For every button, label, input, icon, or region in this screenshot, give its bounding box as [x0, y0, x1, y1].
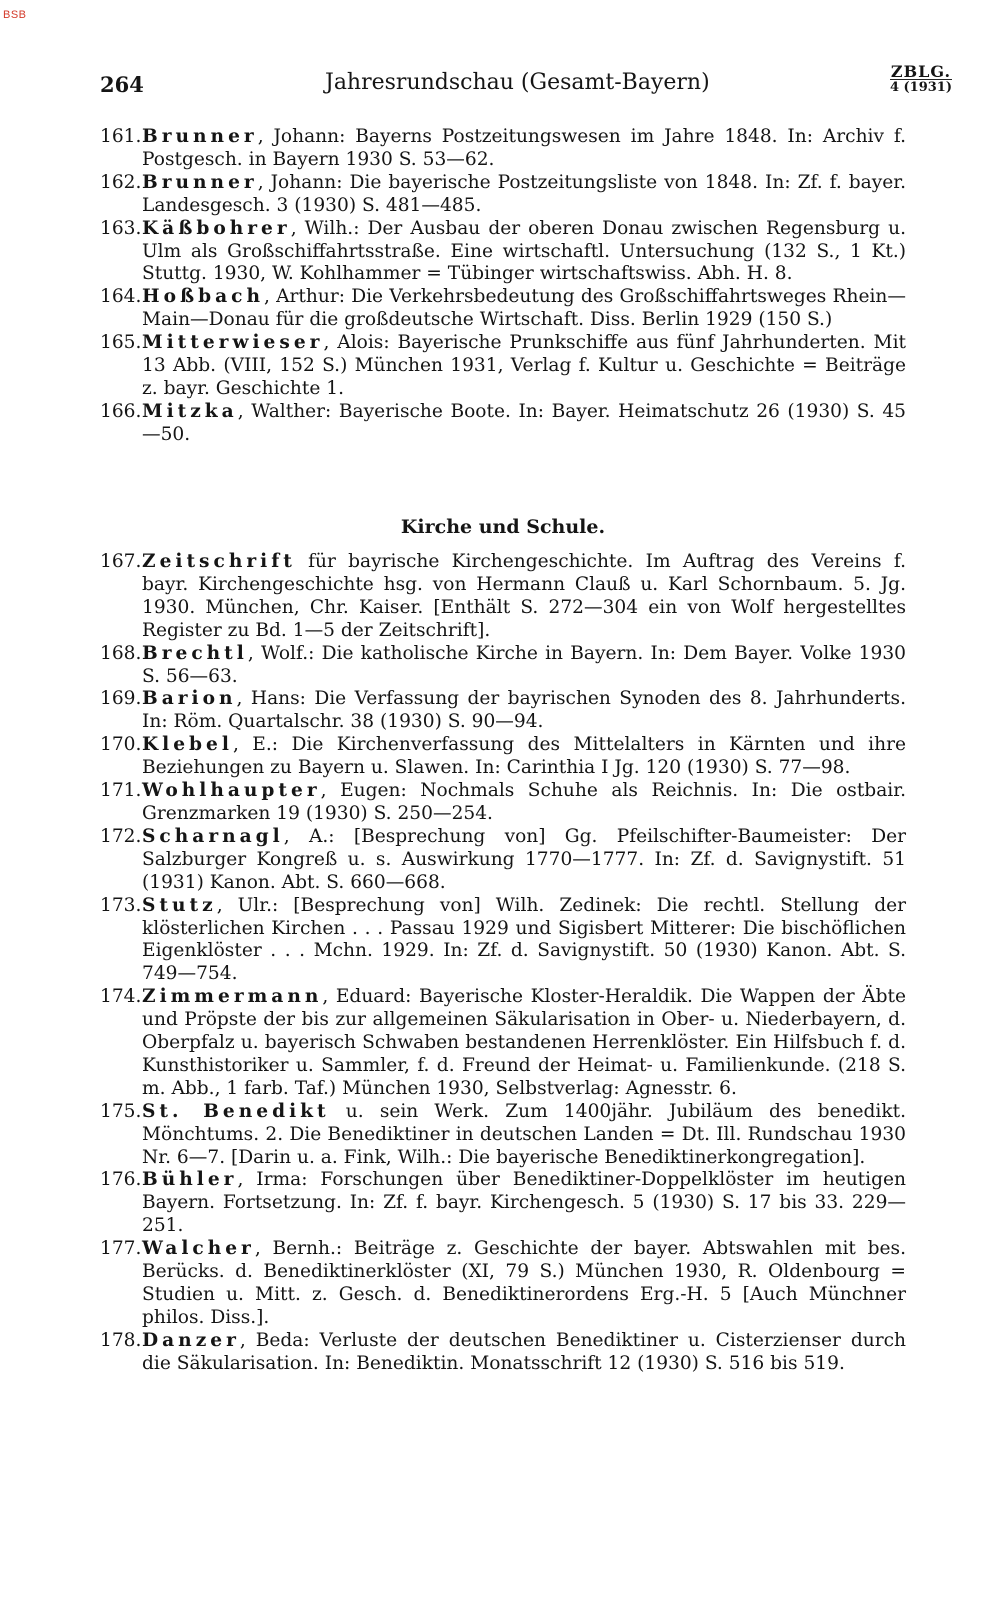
- entry-citation: , Eduard: Bayerische Kloster-Heraldik. Die Wappen der Äbte und Pröpste der bis zur allgemeinen Säkularisation in Ober- u. Niederbayern, d. Oberpfalz u. bayerisch Schwaben bestandenen Herrenklöster. Ein Hilfsbuch f. d. Kunsthistoriker u. Sammler, f. d. Freund der Heimat- u. Familienkunde. (218 S. m. Abb., 1 farb. Taf.) München 1930, Selbstverlag: Agnesstr. 6.: [142, 986, 906, 1099]
- bibliography-entry: [100, 1330, 906, 1376]
- section-heading: Kirche und Schule.: [400, 516, 606, 538]
- entry-citation: , Eugen: Nochmals Schuhe als Reichnis. In: Die ostbair. Grenzmarken 19 (1930) S. 250—254.: [142, 780, 906, 824]
- entry-author: Zeitschrift: [142, 551, 296, 572]
- bibliography-entry: [100, 1238, 906, 1330]
- entry-author: Zimmermann: [142, 986, 323, 1008]
- page-number: 264: [100, 72, 144, 97]
- entry-number: 169.: [100, 688, 142, 710]
- entry-citation: , Hans: Die Verfassung der bayrischen Synoden des 8. Jahrhunderts. In: Röm. Quartalschr. 38 (1930) S. 90—94.: [142, 688, 906, 733]
- bibliography-entry: [100, 826, 906, 895]
- bibliography-entry: [100, 218, 906, 287]
- entry-number: 175.: [100, 1100, 142, 1122]
- bibliography-entry: [100, 1101, 906, 1170]
- running-title: Jahresrundschau (Gesamt-Bayern): [325, 70, 710, 95]
- entry-number: 177.: [100, 1238, 142, 1260]
- entry-citation: , Johann: Bayerns Postzeitungswesen im Jahre 1848. In: Archiv f. Postgesch. in Bayern 1930 S. 53—62.: [142, 126, 906, 170]
- bibliography-entry: [100, 126, 906, 172]
- entry-citation: , E.: Die Kirchenverfassung des Mittelalters in Kärnten und ihre Beziehungen zu Bayern u. Slawen. In: Carinthia I Jg. 120 (1930) S. 77—98.: [142, 734, 906, 779]
- bibliography-section-church: [100, 551, 906, 1376]
- bibliography-entry: [100, 986, 906, 1101]
- entry-author: Wohlhaupter: [142, 780, 321, 802]
- entry-citation: , Bernh.: Beiträge z. Geschichte der bayer. Abtswahlen mit bes. Berücks. d. Benediktinerklöster (XI, 79 S.) München 1930, R. Oldenbourg = Studien u. Mitt. z. Gesch. d. Benediktinerordens Erg.-H. 5 [Auch Münchner philos. Diss.].: [142, 1238, 906, 1328]
- entry-citation: , Ulr.: [Besprechung von] Wilh. Zedinek: Die rechtl. Stellung der klösterlichen Kirchen . . . Passau 1929 und Sigisbert Mitterer: Die bischöflichen Eigenklöster . . . Mchn. 1929. In: Zf. d. Savignystift. 50 (1930) Kanon. Abt. S. 749—754.: [142, 894, 906, 985]
- entry-author: Klebel: [142, 734, 233, 756]
- entry-number: 170.: [100, 734, 142, 756]
- entry-number: 168.: [100, 642, 142, 664]
- entry-author: Käßbohrer: [142, 217, 291, 239]
- bibliography-entry: [100, 401, 906, 447]
- entry-number: 167.: [100, 551, 142, 572]
- entry-citation: u. sein Werk. Zum 1400jähr. Jubiläum des benedikt. Mönchtums. 2. Die Benediktiner in deutschen Landen = Dt. Ill. Rundschau 1930 Nr. 6—7. [Darin u. a. Fink, Wilh.: Die bayerische Benediktinerkongregation].: [142, 1100, 906, 1168]
- entry-author: Brunner: [142, 126, 258, 147]
- journal-reference: [890, 64, 952, 95]
- entry-author: Bühler: [142, 1169, 238, 1191]
- bibliography-entry: [100, 332, 906, 401]
- entry-number: 162.: [100, 171, 142, 193]
- journal-volume: 4 (1931): [889, 80, 952, 95]
- entry-author: Walcher: [142, 1238, 255, 1260]
- entry-number: 163.: [100, 217, 142, 239]
- entry-number: 173.: [100, 894, 142, 916]
- entry-citation: für bayrische Kirchengeschichte. Im Auftrag des Vereins f. bayr. Kirchengeschichte hsg. von Hermann Clauß u. Karl Schornbaum. 5. Jg. 1930. München, Chr. Kaiser. [Enthält S. 272—304 ein von Wolf hergestelltes Register zu Bd. 1—5 der Zeitschrift].: [142, 551, 906, 641]
- entry-number: 171.: [100, 780, 142, 802]
- bibliography-entry: [100, 1169, 906, 1238]
- entry-number: 161.: [100, 126, 142, 147]
- page-header: [100, 64, 952, 108]
- entry-author: Scharnagl: [142, 825, 284, 847]
- entry-citation: , Walther: Bayerische Boote. In: Bayer. Heimatschutz 26 (1930) S. 45—50.: [142, 400, 906, 445]
- entry-author: Stutz: [142, 894, 217, 916]
- entry-number: 166.: [100, 400, 142, 422]
- entry-citation: , Wolf.: Die katholische Kirche in Bayern. In: Dem Bayer. Volke 1930 S. 56—63.: [142, 642, 906, 687]
- entry-citation: , Arthur: Die Verkehrsbedeutung des Großschiffahrtsweges Rhein—Main—Donau für die großdeutsche Wirtschaft. Diss. Berlin 1929 (150 S.): [142, 286, 906, 331]
- entry-author: Barion: [142, 688, 237, 710]
- bibliography-entry: [100, 734, 906, 780]
- entry-citation: , Beda: Verluste der deutschen Benediktiner u. Cisterzienser durch die Säkularisation. In: Benediktin. Monatsschrift 12 (1930) S. 516 bis 519.: [142, 1329, 906, 1374]
- entry-number: 164.: [100, 286, 142, 308]
- entry-author: Danzer: [142, 1329, 240, 1351]
- entry-number: 165.: [100, 332, 142, 354]
- entry-citation: , A.: [Besprechung von] Gg. Pfeilschifter-Baumeister: Der Salzburger Kongreß u. s. Auswirkung 1770—1777. In: Zf. d. Savignystift. 51 (1931) Kanon. Abt. S. 660—668.: [142, 825, 906, 893]
- bibliography-entry: [100, 688, 906, 734]
- entry-author: St. Benedikt: [142, 1100, 330, 1122]
- entry-number: 178.: [100, 1329, 142, 1351]
- bibliography-entry: [100, 895, 906, 987]
- bibliography-entry: [100, 172, 906, 218]
- entry-author: Hoßbach: [142, 286, 264, 308]
- entry-author: Mitzka: [142, 400, 238, 422]
- bibliography-entry: [100, 551, 906, 643]
- entry-number: 176.: [100, 1169, 142, 1191]
- entry-citation: , Alois: Bayerische Prunkschiffe aus fünf Jahrhunderten. Mit 13 Abb. (VIII, 152 S.) München 1931, Verlag f. Kultur u. Geschichte = Beiträge z. bayr. Geschichte 1.: [142, 332, 906, 399]
- entry-citation: , Johann: Die bayerische Postzeitungsliste von 1848. In: Zf. f. bayer. Landesgesch. 3 (1930) S. 481—485.: [142, 171, 906, 216]
- entry-citation: , Wilh.: Der Ausbau der oberen Donau zwischen Regensburg u. Ulm als Großschiffahrtsstraße. Eine wirtschaftl. Untersuchung (132 S., 1 Kt.) Stuttg. 1930, W. Kohlhammer = Tübinger wirtschaftswiss. Abh. H. 8.: [142, 217, 906, 285]
- bibliography-section-transport: [100, 126, 906, 447]
- bibliography-entry: [100, 643, 906, 689]
- entry-number: 172.: [100, 825, 142, 847]
- entry-author: Mitterwieser: [142, 332, 324, 354]
- entry-author: Brechtl: [142, 642, 248, 664]
- entry-citation: , Irma: Forschungen über Benediktiner-Doppelklöster im heutigen Bayern. Fortsetzung. In: Zf. f. bayr. Kirchengesch. 5 (1930) S. 17 bis 33. 229—251.: [142, 1169, 906, 1237]
- bibliography-entry: [100, 780, 906, 826]
- entry-author: Brunner: [142, 171, 258, 193]
- journal-abbreviation: ZBLG.: [890, 62, 952, 81]
- bibliography-entry: [100, 286, 906, 332]
- library-watermark: BSB: [3, 9, 27, 21]
- entry-number: 174.: [100, 986, 142, 1008]
